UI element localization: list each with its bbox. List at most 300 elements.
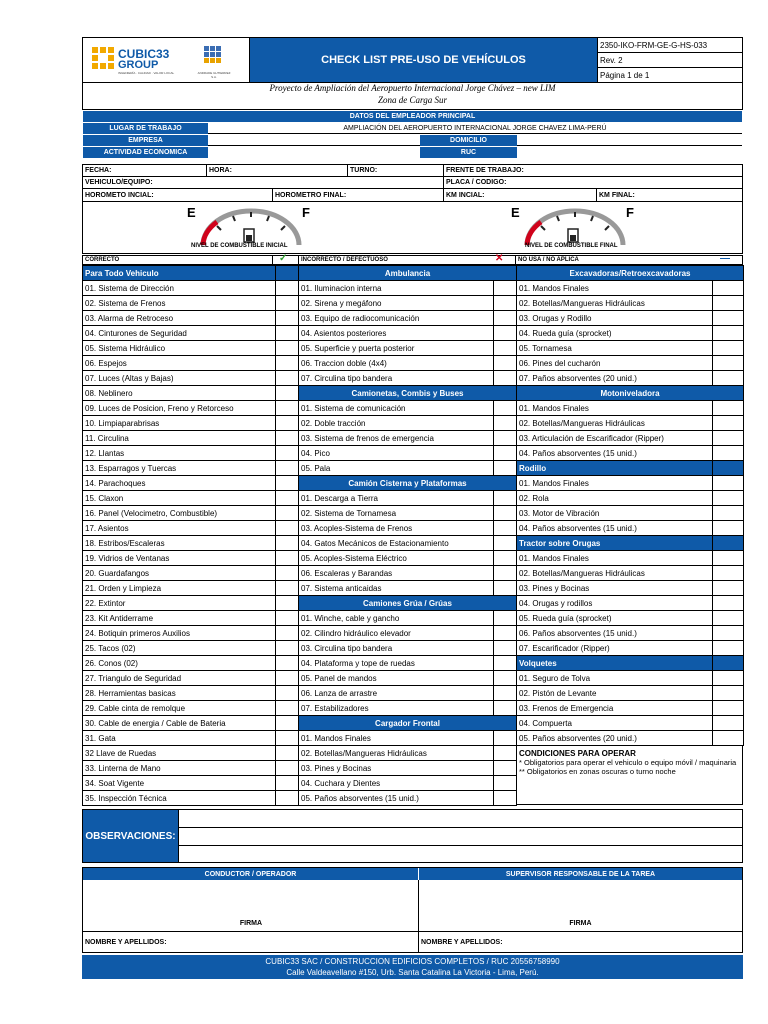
checklist-status-cell[interactable] [276,446,299,461]
checklist-item-label: 10. Limpiaparabrisas [83,416,276,431]
logo-tagline: INGENIERÍA · CALIDAD · VALOR LOCAL [118,71,175,75]
checklist-status-cell[interactable] [276,611,299,626]
checklist-status-cell[interactable] [276,341,299,356]
checklist-status-cell[interactable] [713,626,744,641]
checklist-item [299,461,517,476]
checklist-item-label: 02. Cilindro hidráulico elevador [299,626,494,641]
checklist-status-cell[interactable] [713,611,744,626]
conductor-nombre-field[interactable]: NOMBRE Y APELLIDOS: [83,932,419,952]
form-code: 2350-IKO-FRM-GE-G-HS-033 [597,38,742,53]
checklist-item-label: 14. Parachoques [83,476,276,491]
checklist-item [517,611,744,626]
logo-name: CUBIC33 [118,47,170,61]
project-name: Proyecto de Ampliación del Aeropuerto Internacional Jorge Chávez – new LIM [269,83,556,93]
checklist-status-cell[interactable] [276,776,299,791]
checklist-item-label: 01. Iluminacion interna [299,281,494,296]
fecha-field[interactable]: FECHA: [83,165,207,177]
checklist-item-label: 11. Circulina [83,431,276,446]
checklist-item [83,731,299,746]
checklist-status-cell[interactable] [713,356,744,371]
checklist-item-label: 06. Pines del cucharón [517,356,713,371]
checklist-item [83,371,299,386]
checklist-status-cell[interactable] [276,746,299,761]
checklist-item-label: 03. Alarma de Retroceso [83,311,276,326]
checklist-item-label: 03. Pines y Bocinas [517,581,713,596]
checklist-item [299,311,517,326]
checklist-status-cell[interactable] [713,281,744,296]
checklist-item [517,341,744,356]
checklist-item-label: 04. Compuerta [517,716,713,731]
checklist-item-label: 05. Paños absorventes (20 unid.) [517,731,713,746]
supervisor-nombre-field[interactable]: NOMBRE Y APELLIDOS: [421,938,503,946]
checklist-item-label: 05. Pala [299,461,494,476]
checklist-item [299,416,517,431]
km-inicial-field[interactable]: KM INCIAL: [444,189,597,202]
observaciones-line-3[interactable] [178,846,742,862]
turno-field[interactable]: TURNO: [348,165,444,177]
checklist-item [83,341,299,356]
checklist-item [83,281,299,296]
fuel-initial-f: F [302,205,310,220]
checklist-item [299,521,517,536]
checklist-item [83,506,299,521]
checklist-item [299,656,517,671]
checklist-item-label: 04. Paños absorventes (15 unid.) [517,521,713,536]
checklist-status-cell[interactable] [276,566,299,581]
checklist-item [83,791,299,806]
checklist-status-cell[interactable] [494,686,517,701]
checklist-item [299,611,517,626]
checklist-status-cell[interactable] [494,521,517,536]
footer-line-2: Calle Valdeavellano #150, Urb. Santa Catalina La Victoria - Lima, Perú. [286,968,539,977]
domicilio-label: DOMICILIO [420,135,517,146]
empresa-field[interactable] [208,135,420,146]
checklist-item [517,686,744,701]
form-title: CHECK LIST PRE-USO DE VEHÍCULOS [250,38,597,82]
checklist-item-label: 01. Mandos Finales [517,281,713,296]
checklist-item [299,401,517,416]
checklist-status-cell[interactable] [713,296,744,311]
checklist-status-cell[interactable] [713,431,744,446]
checklist-status-cell[interactable] [276,311,299,326]
checklist-item-label: 07. Luces (Altas y Bajas) [83,371,276,386]
checklist-status-cell[interactable] [713,581,744,596]
section-header-label: Excavadoras/Retroexcavadoras [517,266,744,281]
checklist-status-cell[interactable] [494,401,517,416]
checklist-item [299,431,517,446]
checklist-item-label: 09. Luces de Posicion, Freno y Retorceso [83,401,276,416]
section-header-cell [713,656,744,671]
checklist-status-cell[interactable] [276,386,299,401]
checklist-status-cell[interactable] [276,431,299,446]
checklist-status-cell[interactable] [713,701,744,716]
dash-icon: — [720,253,730,264]
checklist-item-label: 05. Rueda guía (sprocket) [517,611,713,626]
checklist-status-cell[interactable] [713,716,744,731]
checklist-status-cell[interactable] [276,716,299,731]
checklist-item [517,671,744,686]
checklist-status-cell[interactable] [276,401,299,416]
checklist-status-cell[interactable] [713,551,744,566]
section-header-ambulancia [299,266,517,281]
checklist-status-cell[interactable] [494,281,517,296]
checklist-item-label: 20. Guardafangos [83,566,276,581]
checklist-status-cell[interactable] [713,416,744,431]
checklist-item [299,566,517,581]
checklist-status-cell[interactable] [713,686,744,701]
checklist-item [517,446,744,461]
checklist-item [517,701,744,716]
checklist-status-cell[interactable] [276,296,299,311]
checklist-status-cell[interactable] [713,401,744,416]
checklist-item [83,446,299,461]
section-header-motoniveladora [517,386,744,401]
footer-line-1: CUBIC33 SAC / CONSTRUCCION EDIFICIOS COMPLETOS / RUC 20556758990 [265,957,560,966]
checklist-item [83,356,299,371]
checklist-item [517,626,744,641]
checklist-item [517,581,744,596]
checklist-status-cell[interactable] [494,506,517,521]
checklist-item-label: 32 Llave de Ruedas [83,746,276,761]
checklist-item-label: 07. Escarificador (Ripper) [517,641,713,656]
checklist-item [83,596,299,611]
section-header-label: Volquetes [517,656,713,671]
section-header-label: Motoniveladora [517,386,744,401]
checklist-item-label: 02. Botellas/Mangueras Hidráulicas [517,296,713,311]
checklist-status-cell[interactable] [276,551,299,566]
section-header-rodillo [517,461,744,476]
horometro-inicial-field[interactable]: HOROMETO INCIAL: [83,189,273,202]
checklist-item-label: 03. Sistema de frenos de emergencia [299,431,494,446]
checklist-item [299,746,517,761]
checklist-item-label: 03. Circulina tipo bandera [299,641,494,656]
checklist-status-cell[interactable] [494,581,517,596]
horometro-final-field[interactable]: HOROMETRO FINAL: [273,189,444,202]
checklist-status-cell[interactable] [276,476,299,491]
section-header-label: Tractor sobre Orugas [517,536,713,551]
checklist-item-label: 27. Triangulo de Seguridad [83,671,276,686]
checklist-status-cell[interactable] [713,596,744,611]
checklist-item-label: 06. Espejos [83,356,276,371]
checklist-item [299,506,517,521]
checklist-col1 [82,265,298,806]
checklist-item-label: 02. Botellas/Mangueras Hidráulicas [517,416,713,431]
section-header-cell [713,536,744,551]
section-header-cell [713,461,744,476]
legend-incorrecto: INCORRECTO / DEFECTUOSO [298,256,516,264]
checklist-status-cell[interactable] [713,491,744,506]
checklist-status-cell[interactable] [494,626,517,641]
checklist-status-cell[interactable] [494,296,517,311]
fuel-final-f: F [626,205,634,220]
checklist-status-cell[interactable] [494,656,517,671]
logo-group: GROUP [118,59,159,71]
checklist-item [517,326,744,341]
checklist-status-cell[interactable] [276,791,299,806]
checklist-item [83,536,299,551]
lugar-value: AMPLIACIÓN DEL AEROPUERTO INTERNACIONAL JORGE CHAVEZ LIMA-PERÚ [208,123,742,134]
checklist-item [517,716,744,731]
checklist-item-label: 31. Gata [83,731,276,746]
checklist-item [299,281,517,296]
checklist-status-cell[interactable] [494,731,517,746]
checklist-item-label: 01. Winche, cable y gancho [299,611,494,626]
hora-field[interactable]: HORA: [207,165,348,177]
frente-field[interactable]: FRENTE DE TRABAJO: [444,165,742,177]
general-info [82,164,743,254]
checklist-status-cell[interactable] [713,521,744,536]
checklist-item [299,371,517,386]
signatures-box [82,867,743,953]
cubic33-logo-icon [92,47,114,69]
section-header-para-todo-vehiculo [83,266,299,281]
checklist-item-label: 04. Rueda guía (sprocket) [517,326,713,341]
checklist-item [83,476,299,491]
checklist-status-cell[interactable] [276,656,299,671]
ruc-field[interactable] [517,147,742,158]
checklist-item-label: 12. Llantas [83,446,276,461]
checklist-item [83,311,299,326]
checklist-item-label: 30. Cable de energia / Cable de Bateria [83,716,276,731]
checklist-item-label: 03. Frenos de Emergencia [517,701,713,716]
section-header-label: Rodillo [517,461,713,476]
checklist-status-cell[interactable] [494,356,517,371]
checklist-item-label: 25. Tacos (02) [83,641,276,656]
observaciones-label: OBSERVACIONES: [83,810,178,862]
checklist-status-cell[interactable] [276,416,299,431]
checklist-status-cell[interactable] [713,731,744,746]
checklist-item [517,281,744,296]
checklist-status-cell[interactable] [494,641,517,656]
fuel-initial-label: NIVEL DE COMBUSTIBLE INICIAL [191,243,288,249]
checklist-status-cell[interactable] [276,536,299,551]
fuel-final-label: NIVEL DE COMBUSTIBLE FINAL [525,243,618,249]
checklist-item [299,551,517,566]
checklist-status-cell[interactable] [494,416,517,431]
checklist-status-cell[interactable] [276,671,299,686]
placa-field[interactable]: PLACA / CODIGO: [444,177,742,189]
checklist-item [83,671,299,686]
checklist-item [83,401,299,416]
checklist-item-label: 15. Claxon [83,491,276,506]
checklist-item [517,551,744,566]
checklist-item-label: 01. Mandos Finales [299,731,494,746]
checklist-status-cell[interactable] [494,431,517,446]
checklist-status-cell[interactable] [276,371,299,386]
checklist-item-label: 02. Botellas/Mangueras Hidráulicas [517,566,713,581]
checklist-status-cell[interactable] [494,746,517,761]
checklist-status-cell[interactable] [494,326,517,341]
checklist-status-cell[interactable] [276,356,299,371]
vehiculo-field[interactable]: VEHICULO/EQUIPO: [83,177,444,189]
checklist-item-label: 05. Tornamesa [517,341,713,356]
checklist-status-cell[interactable] [494,371,517,386]
checklist-item [299,326,517,341]
checklist-item [517,506,744,521]
domicilio-field[interactable] [517,135,742,146]
checklist-item [83,296,299,311]
checklist-item-label: 03. Orugas y Rodillo [517,311,713,326]
checklist-status-cell[interactable] [494,491,517,506]
checklist-status-cell[interactable] [276,686,299,701]
checklist-status-cell[interactable] [713,476,744,491]
partner-logo-text: ANDRADE GUTIERREZ S.A. [197,71,231,79]
checklist-status-cell[interactable] [276,626,299,641]
checklist-status-cell[interactable] [713,671,744,686]
legend-no-usa: NO USA / NO APLICA [518,257,579,263]
checklist-col3 [516,265,743,746]
checklist-item-label: 33. Linterna de Mano [83,761,276,776]
checklist-status-cell[interactable] [276,491,299,506]
section-header-label: Camión Cisterna y Plataformas [299,476,517,491]
section-header-tractor-sobre-orugas [517,536,744,551]
checklist-status-cell[interactable] [713,506,744,521]
checklist-item [83,686,299,701]
checklist-status-cell[interactable] [494,566,517,581]
legend-correcto: CORRECTO [83,256,273,264]
checklist-status-cell[interactable] [713,641,744,656]
actividad-field[interactable] [208,147,420,158]
checklist-item-label: 02. Pistón de Levante [517,686,713,701]
checklist-status-cell[interactable] [494,776,517,791]
checklist-status-cell[interactable] [494,341,517,356]
checklist-item [83,431,299,446]
checklist-status-cell[interactable] [494,671,517,686]
section-header-camionetas-combis-y-buses [299,386,517,401]
checklist-status-cell[interactable] [276,596,299,611]
checklist-status-cell[interactable] [276,761,299,776]
section-header-label: Camiones Grúa / Grúas [299,596,517,611]
section-header-cargador-frontal [299,716,517,731]
checklist-status-cell[interactable] [713,311,744,326]
checklist-item [299,776,517,791]
checklist-item-label: 05. Panel de mandos [299,671,494,686]
checklist-item-label: 04. Cinturones de Seguridad [83,326,276,341]
checklist-status-cell[interactable] [713,446,744,461]
checklist-status-cell[interactable] [713,341,744,356]
checklist-item [517,521,744,536]
x-icon: ✕ [495,253,504,264]
checklist-item-label: 26. Conos (02) [83,656,276,671]
checklist-item [299,581,517,596]
checklist-item-label: 24. Botiquin primeros Auxilios [83,626,276,641]
conditions-title: CONDICIONES PARA OPERAR [519,749,636,758]
form-page: Página 1 de 1 [597,68,742,82]
checklist-item [83,326,299,341]
checklist-status-cell[interactable] [494,461,517,476]
checklist-item [299,686,517,701]
section-header-label: Para Todo Vehiculo [83,266,276,281]
checklist-status-cell[interactable] [276,506,299,521]
checklist-status-cell[interactable] [276,326,299,341]
checklist-item [299,641,517,656]
section-header-label: Ambulancia [299,266,517,281]
checklist-item [83,566,299,581]
supervisor-firma-label: FIRMA [569,919,592,927]
checklist-status-cell[interactable] [494,536,517,551]
checklist-item-label: 04. Paños absorventes (15 unid.) [517,446,713,461]
employer-title: DATOS DEL EMPLEADOR PRINCIPAL [83,111,742,122]
check-icon: ✓ [279,253,288,264]
checklist-item-label: 16. Panel (Velocimetro, Combustible) [83,506,276,521]
checklist-status-cell[interactable] [494,791,517,806]
checklist-item-label: 21. Orden y Limpieza [83,581,276,596]
checklist-item [83,746,299,761]
conductor-firma-label: FIRMA [239,919,263,927]
checklist-status-cell[interactable] [276,281,299,296]
section-header-excavadoras-retroexcavadoras [517,266,744,281]
checklist-item-label: 05. Sistema Hidráulico [83,341,276,356]
checklist-item [83,701,299,716]
form-revision: Rev. 2 [597,53,742,68]
empresa-label: EMPRESA [83,135,208,146]
checklist-item [83,521,299,536]
checklist-item-label: 01. Sistema de Dirección [83,281,276,296]
checklist-item [517,596,744,611]
checklist-status-cell[interactable] [276,581,299,596]
checklist-status-cell[interactable] [276,521,299,536]
checklist-col2 [298,265,516,806]
checklist-status-cell[interactable] [494,761,517,776]
checklist-item-label: 04. Asientos posteriores [299,326,494,341]
checklist-item [83,656,299,671]
checklist-status-cell[interactable] [494,311,517,326]
observaciones-box [82,809,743,863]
section-header-cell [276,266,299,281]
checklist-item-label: 01. Mandos Finales [517,476,713,491]
checklist-item-label: 23. Kit Antiderrame [83,611,276,626]
checklist-item-label: 01. Mandos Finales [517,401,713,416]
checklist-status-cell[interactable] [276,641,299,656]
checklist-item [299,536,517,551]
checklist-item-label: 07. Paños absorventes (20 unid.) [517,371,713,386]
checklist-status-cell[interactable] [276,701,299,716]
checklist-status-cell[interactable] [713,326,744,341]
checklist-item [83,581,299,596]
checklist-item-label: 02. Rola [517,491,713,506]
checklist-item [83,551,299,566]
km-final-field[interactable]: KM FINAL: [597,189,742,202]
checklist-item [517,731,744,746]
checklist-status-cell[interactable] [713,371,744,386]
checklist-status-cell[interactable] [494,446,517,461]
partner-logo-icon [204,46,222,68]
observaciones-line-1[interactable] [178,810,742,828]
checklist-item-label: 07. Estabilizadores [299,701,494,716]
checklist-status-cell[interactable] [276,461,299,476]
legend-bar [82,255,743,265]
conductor-header: CONDUCTOR / OPERADOR [83,868,418,880]
lugar-label: LUGAR DE TRABAJO [83,123,208,134]
checklist-item [299,701,517,716]
checklist-item-label: 28. Herramientas basicas [83,686,276,701]
checklist-item-label: 13. Esparragos y Tuercas [83,461,276,476]
checklist-item-label: 04. Plataforma y tope de ruedas [299,656,494,671]
checklist-item-label: 04. Pico [299,446,494,461]
checklist-item-label: 04. Cuchara y Dientes [299,776,494,791]
observaciones-line-2[interactable] [178,828,742,846]
checklist-item-label: 06. Traccion doble (4x4) [299,356,494,371]
checklist-item [299,626,517,641]
checklist-status-cell[interactable] [494,551,517,566]
checklist-item-label: 19. Vidrios de Ventanas [83,551,276,566]
checklist-status-cell[interactable] [494,701,517,716]
checklist-item [299,791,517,806]
checklist-item-label: 29. Cable cinta de remolque [83,701,276,716]
checklist-status-cell[interactable] [713,566,744,581]
checklist-status-cell[interactable] [276,731,299,746]
checklist-status-cell[interactable] [494,611,517,626]
